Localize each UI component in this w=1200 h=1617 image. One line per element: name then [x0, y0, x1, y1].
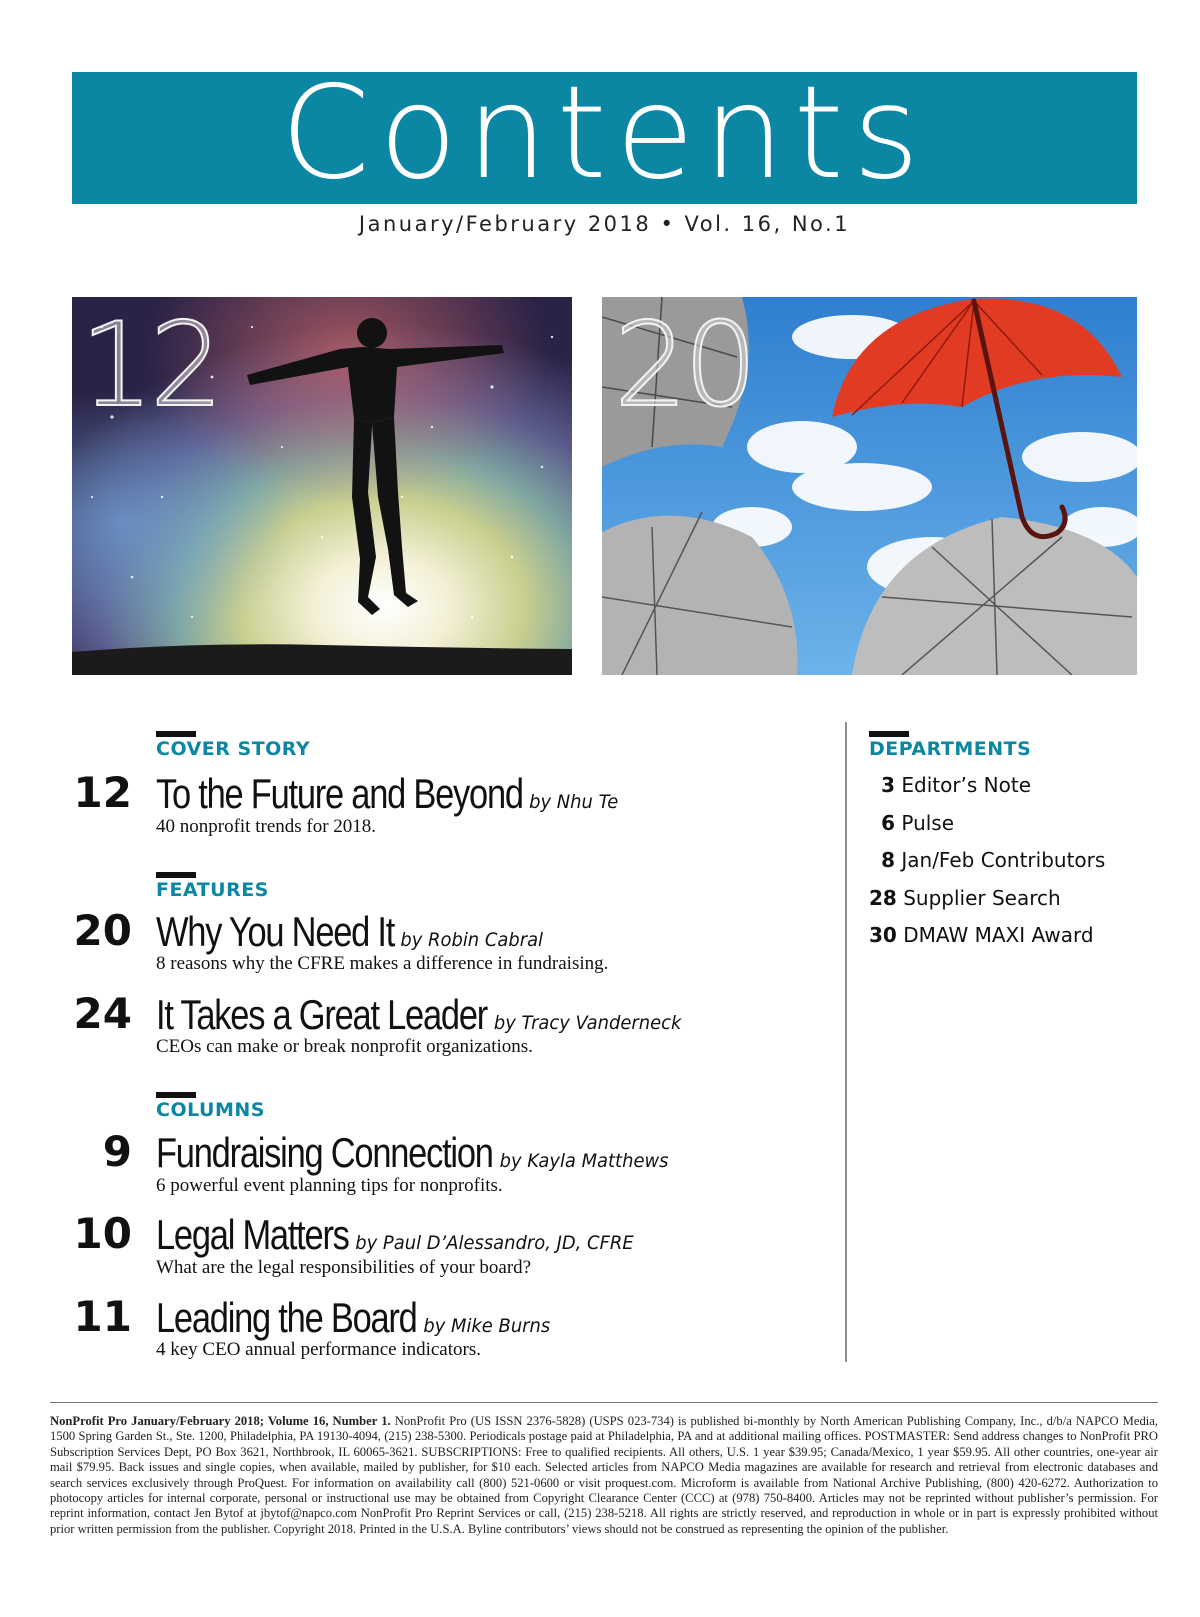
- department-item-maxi-award[interactable]: [869, 923, 1094, 947]
- entry-description: CEOs can make or break nonprofit organizations.: [156, 1036, 533, 1057]
- entry-description: 4 key CEO annual performance indicators.: [156, 1339, 481, 1360]
- department-page-number: 3: [881, 773, 895, 797]
- issue-line: January/February 2018 • Vol. 16, No.1: [358, 212, 851, 236]
- entry-page-number: 24: [73, 989, 132, 1038]
- department-page-number: 28: [869, 886, 897, 910]
- entry-byline: by Nhu Te: [529, 791, 619, 813]
- entry-title[interactable]: Legal Matters by Paul D’Alessandro, JD, CFRE: [156, 1211, 634, 1258]
- column-divider: [845, 722, 847, 1362]
- entry-page-number: 12: [73, 768, 132, 817]
- department-title: DMAW MAXI Award: [903, 923, 1094, 947]
- department-item-supplier-search[interactable]: [869, 886, 1061, 910]
- department-title: Jan/Feb Contributors: [901, 848, 1106, 872]
- department-page-number: 6: [881, 811, 895, 835]
- department-page-number: 30: [869, 923, 897, 947]
- page-number-20-overlay: 20: [614, 298, 754, 433]
- entry-title[interactable]: It Takes a Great Leader by Tracy Vanderneck: [156, 991, 682, 1038]
- publication-statement: [50, 1414, 1158, 1537]
- department-title: Editor’s Note: [901, 773, 1032, 797]
- entry-description: 6 powerful event planning tips for nonprofits.: [156, 1175, 503, 1196]
- entry-page-number: 11: [73, 1292, 132, 1341]
- contents-banner: [72, 59, 1137, 208]
- departments-bar: [869, 731, 909, 737]
- publication-statement-lead: NonProfit Pro January/February 2018; Volume 16, Number 1.: [50, 1414, 391, 1428]
- page-title: Contents: [280, 59, 929, 208]
- entry-byline: by Paul D’Alessandro, JD, CFRE: [355, 1232, 634, 1254]
- entry-byline: by Robin Cabral: [400, 929, 544, 951]
- cover-story-bar: [156, 731, 196, 737]
- entry-description: 40 nonprofit trends for 2018.: [156, 816, 377, 837]
- entry-title[interactable]: Why You Need It by Robin Cabral: [156, 908, 544, 955]
- department-item-pulse[interactable]: [869, 811, 954, 835]
- features-photo[interactable]: [602, 297, 1137, 675]
- entry-title[interactable]: Fundraising Connection by Kayla Matthews: [156, 1129, 669, 1176]
- department-title: Pulse: [901, 811, 955, 835]
- entry-description: What are the legal responsibilities of your board?: [156, 1257, 532, 1278]
- cover-story-photo[interactable]: [72, 297, 572, 675]
- department-title: Supplier Search: [903, 886, 1061, 910]
- entry-page-number: 9: [102, 1127, 132, 1176]
- features-bar: [156, 872, 196, 878]
- columns-bar: [156, 1092, 196, 1098]
- features-label: FEATURES: [156, 879, 269, 901]
- departments-label: DEPARTMENTS: [869, 738, 1032, 760]
- entry-title[interactable]: To the Future and Beyond by Nhu Te: [156, 770, 619, 817]
- publication-statement-text: NonProfit Pro (US ISSN 2376-5828) (USPS 023-734) is published bi-monthly by North American Publishing Company, Inc., d/b/a NAPCO Media, 1500 Spring Garden St., Ste. 1200, Philadelphia, PA 19130-4094, (215) 238-5300. Periodicals postage paid at Philadelphia, PA and at additional mailing offices. POSTMASTER: Send address changes to NonProfit PRO Subscription Services Dept, PO Box 3621, Northbrook, IL 60065-3621. SUBSCRIPTIONS: Free to qualified recipients. All others, U.S. 1 year $39.95; Canada/Mexico, 1 year $59.95. All other countries, one-year air mail $79.95. Back issues and single copies, when available, mailed by publisher, for $10 each. Selected articles from NAPCO Media magazines are available for research and retrieval from electronic databases and search services exclusively through ProQuest. For information on availability call (800) 521-0600 or visit proquest.com. Microform is available from National Archive Publishing, (800) 420-6272. Authorization to photocopy articles for internal corporate, personal or instructional use may be obtained from Copyright Clearance Center (CCC) at (978) 750-8400. Articles may not be reprinted without publisher’s permission. For reprint information, contact Jen Bytof at jbytof@napco.com NonProfit Pro Reprint Services or call, (215) 238-5218. All rights are strictly reserved, and reproduction in whole or in part is expressly prohibited without prior written permission from the publisher. Copyright 2018. Printed in the U.S.A. Byline contributors’ views should not be construed as representing the opinion of the publisher.: [50, 1414, 1158, 1536]
- entry-byline: by Kayla Matthews: [499, 1150, 669, 1172]
- cover-story-label: COVER STORY: [156, 738, 311, 760]
- entry-page-number: 20: [73, 906, 132, 955]
- entry-byline: by Mike Burns: [423, 1315, 551, 1337]
- footer-rule: [50, 1402, 1158, 1403]
- department-item-contributors[interactable]: [869, 848, 1105, 872]
- page-number-12-overlay: 12: [80, 298, 220, 433]
- department-page-number: 8: [881, 848, 895, 872]
- entry-title[interactable]: Leading the Board by Mike Burns: [156, 1294, 551, 1341]
- entry-byline: by Tracy Vanderneck: [493, 1012, 682, 1034]
- entry-page-number: 10: [73, 1209, 132, 1258]
- department-item-editors-note[interactable]: [869, 773, 1031, 797]
- entry-description: 8 reasons why the CFRE makes a difference in fundraising.: [156, 953, 609, 974]
- columns-label: COLUMNS: [156, 1099, 265, 1121]
